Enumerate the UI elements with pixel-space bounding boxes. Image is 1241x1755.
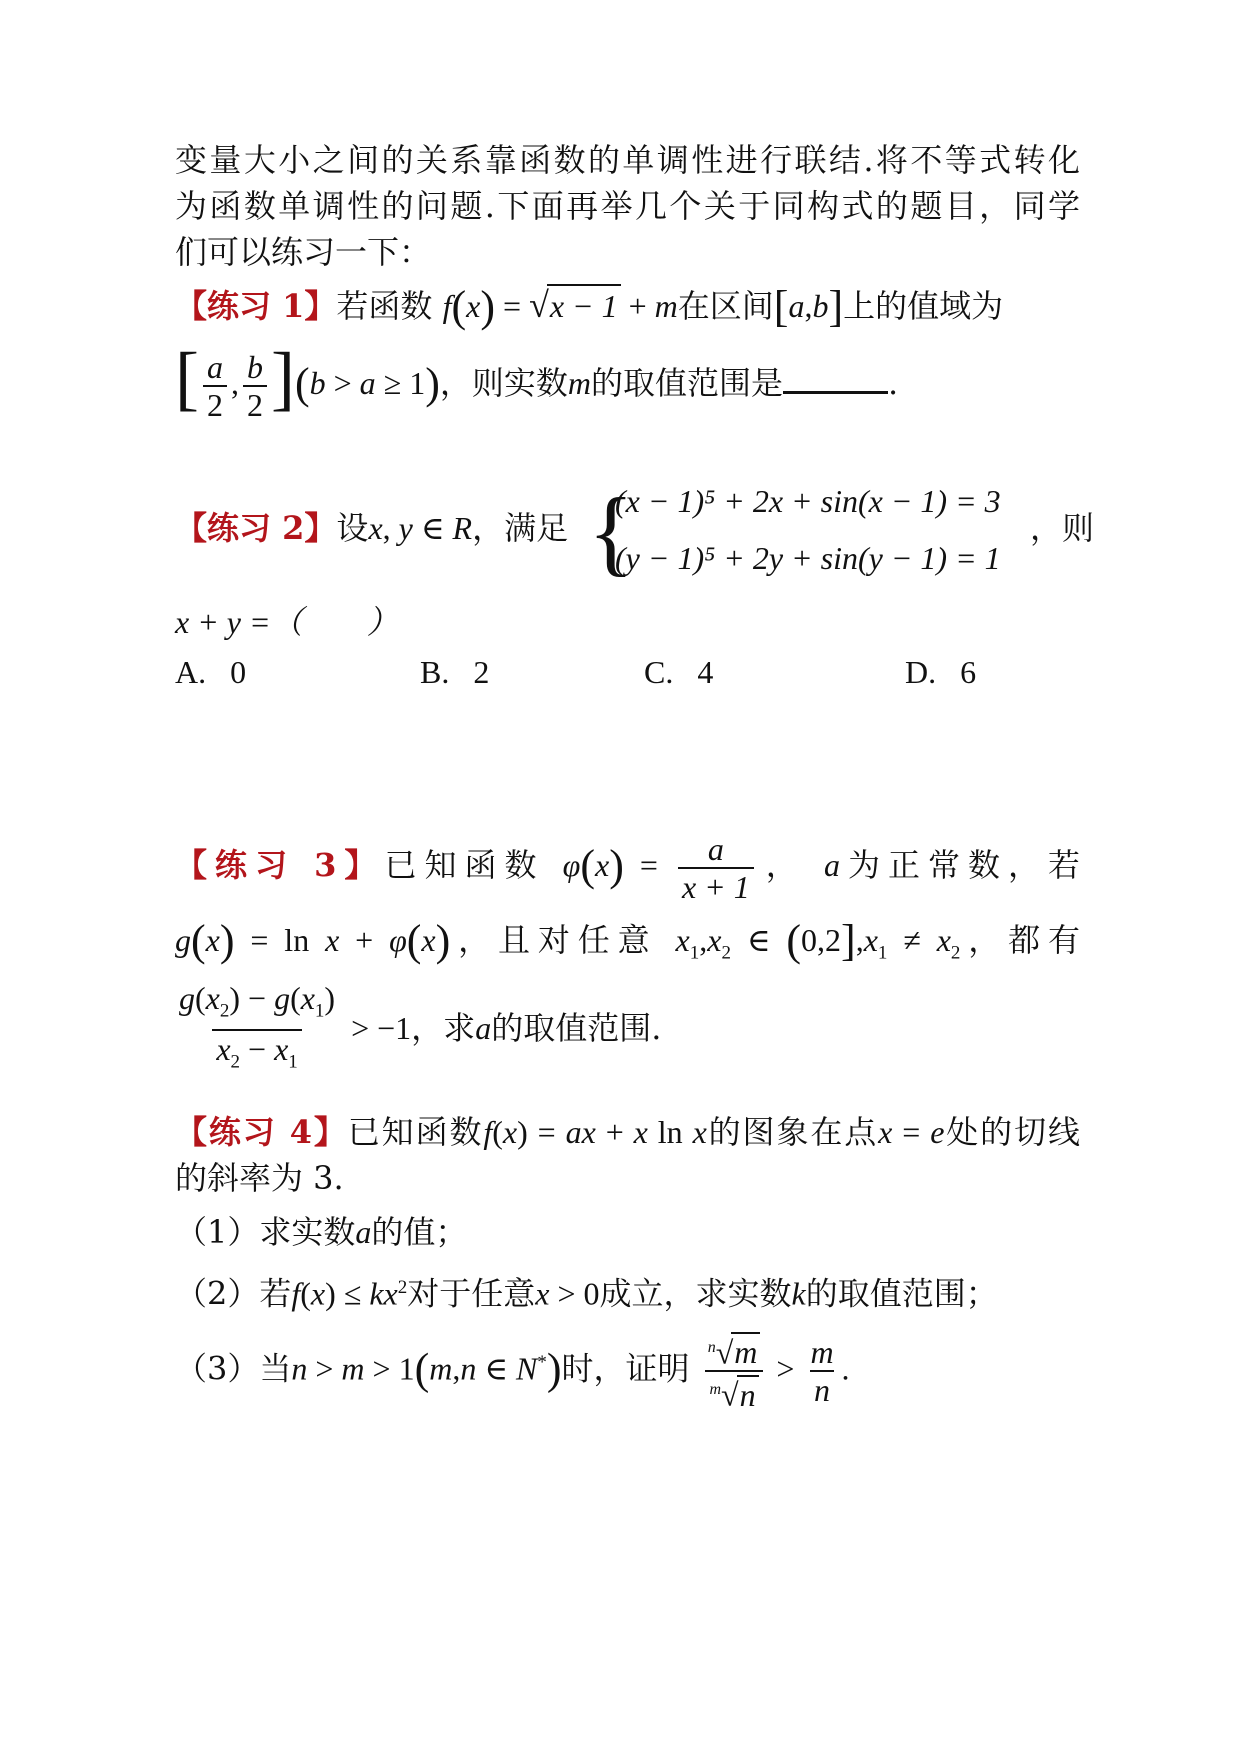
- exercise-2-then: ，则: [1030, 509, 1095, 547]
- exercise-1-label: 【练习 1】: [175, 287, 337, 325]
- system-equation-2: (y − 1)⁵ + 2y + sin(y − 1) = 1: [615, 540, 1001, 576]
- intro-line-2: 为函数单调性的问题.下面再举几个关于同构式的题目，同学: [175, 187, 1080, 225]
- exercise-2-question: x + y =（ ）: [175, 604, 399, 640]
- exercise-4-part-2: （2）若$f(x) \le kx^2$对于任意x > 0成立，求实数k的取值范围；: [175, 1274, 998, 1313]
- exercise-1-line-2: [ $\frac{a}{2}$ , $\frac{b}{2}$ ](b > a ≥ 1)，则实数m的取值范围是 .: [175, 338, 899, 423]
- exercise-1-line-1: 【练习 1】若函数 f(x) = √x − 1 + m在区间[a,b]上的值域为: [175, 282, 1004, 331]
- exercise-3-label: 【练习 3】: [175, 846, 385, 884]
- formula: f: [442, 288, 452, 324]
- exercise-4-line-1: 【练习 4】已知函数f(x) = ax + x ln x的图象在点x = e处的切线: [175, 1113, 1080, 1151]
- system-equation-1: (x − 1)⁵ + 2x + sin(x − 1) = 3: [615, 483, 1001, 519]
- answer-blank[interactable]: [783, 363, 888, 394]
- exercise-2-label: 【练习 2】: [175, 509, 337, 547]
- exercise-4-line-2: 的斜率为 3.: [175, 1159, 344, 1197]
- exercise-4-part-1: （1）求实数a的值；: [175, 1213, 468, 1251]
- exercise-4-part-3: （3）当n > m > 1(m,n ∈ N*)时，证明 $\frac{^n√m}{^m√n}$ > $\frac{m}{n}$ .: [175, 1318, 1080, 1408]
- fraction-a-over-x-plus-1: $\frac{a}{x + 1}$: [678, 831, 754, 905]
- intro-line-3: 们可以练习一下：: [175, 233, 432, 271]
- exercise-4-label: 【练习 4】: [175, 1113, 348, 1151]
- fraction-b-over-2: $\frac{b}{2}$: [243, 349, 267, 423]
- option-b[interactable]: B. 2: [420, 654, 490, 690]
- option-c[interactable]: C. 4: [644, 654, 714, 690]
- option-a[interactable]: A. 0: [175, 654, 247, 690]
- system-brace: {: [588, 478, 635, 585]
- exercise-3-line-2: g(x) = ln x + φ(x)，且对任意 $x_1,x_2$ ∈ $(0,2],x_1 \ne x_2$，都有: [175, 916, 1081, 965]
- difference-quotient: $\frac{g(x_2) - g(x_1)}{x_2 - x_1}$: [175, 980, 339, 1081]
- intro-line-1: 变量大小之间的关系靠函数的单调性进行联结.将不等式转化: [175, 141, 1080, 179]
- exercise-3-line-1: 【练习 3】已知函数 φ(x) = $\frac{a}{x + 1}$ ， a为正常数，若: [175, 830, 1080, 905]
- fraction-m-over-n: $\frac{m}{n}$: [810, 1334, 834, 1409]
- exercise-3-line-3: $\frac{g(x_2) - g(x_1)}{x_2 - x_1}$ > −1，求a的取值范围.: [175, 980, 1080, 1070]
- option-d[interactable]: D. 6: [905, 654, 977, 690]
- root-ratio: $\frac{^n√m}{^m√n}$: [704, 1330, 765, 1413]
- exercise-2-line-1: 【练习 2】设x, y ∈ R，满足: [175, 509, 569, 547]
- fraction-a-over-2: $\frac{a}{2}$: [203, 349, 227, 423]
